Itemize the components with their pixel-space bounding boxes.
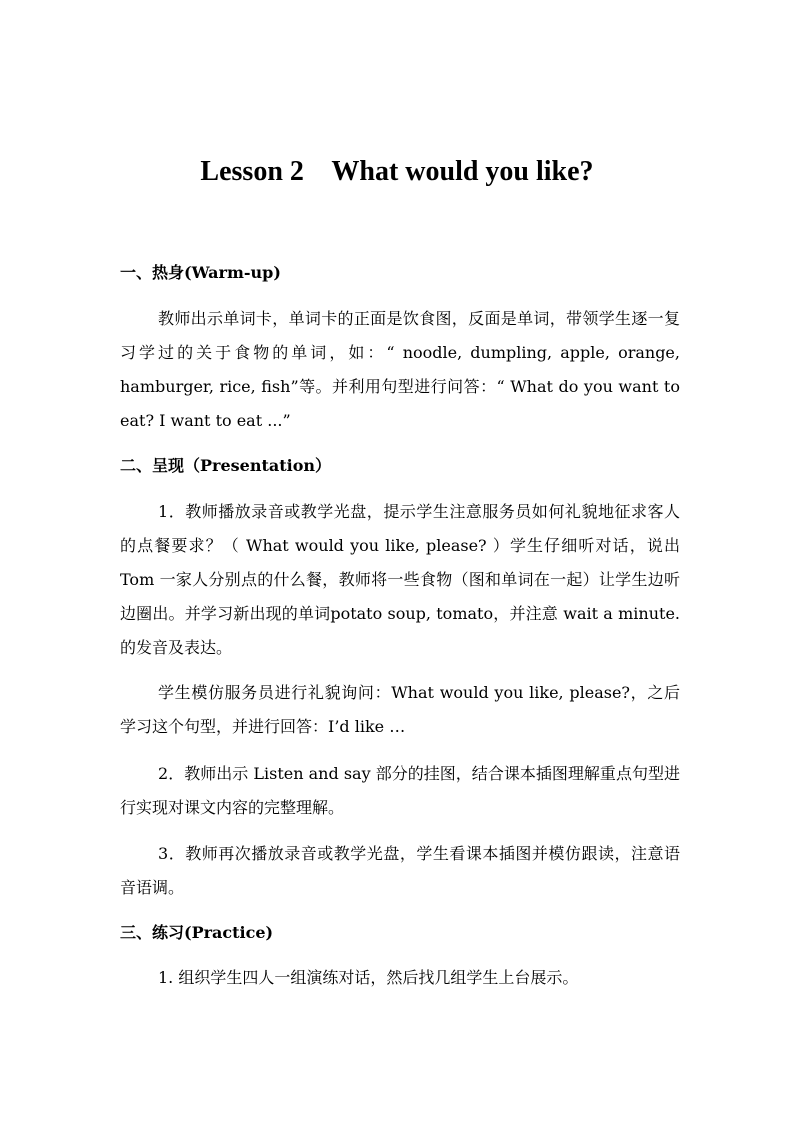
section-heading-practice: 三、练习(Practice) bbox=[120, 923, 274, 942]
section-heading-warm-up: 一、热身(Warm-up) bbox=[120, 263, 281, 282]
section-heading-presentation: 二、呈现（Presentation） bbox=[120, 456, 331, 475]
paragraph-presentation-3: 2．教师出示 Listen and say 部分的挂图，结合课本插图理解重点句型进行实现对课文内容的完整理解。 bbox=[120, 764, 680, 817]
paragraph-presentation-4: 3．教师再次播放录音或教学光盘，学生看课本插图并模仿跟读，注意语音语调。 bbox=[120, 844, 680, 897]
paragraph-practice-1: 1. 组织学生四人一组演练对话，然后找几组学生上台展示。 bbox=[158, 968, 579, 987]
paragraph-warm-up-1: 教师出示单词卡，单词卡的正面是饮食图，反面是单词，带领学生逐一复习学过的关于食物的单词，如：“ noodle, dumpling, apple, orange, hamburger, rice, fish”等。并利用句型进行问答：“ What do you want to eat? I want to eat ...” bbox=[120, 309, 680, 430]
paragraph-presentation-2: 学生模仿服务员进行礼貌询问：What would you like, please?，之后学习这个句型，并进行回答：I’d like … bbox=[120, 683, 680, 736]
page-title: Lesson 2 What would you like? bbox=[200, 156, 594, 187]
paragraph-presentation-1: 1．教师播放录音或教学光盘，提示学生注意服务员如何礼貌地征求客人的点餐要求？（ What would you like, please? ）学生仔细听对话，说出 Tom 一家人分别点的什么餐，教师将一些食物（图和单词在一起）让学生边听边圈出。并学习新出现的单词potato soup, tomato，并注意 wait a minute. 的发音及表达。 bbox=[120, 502, 680, 657]
